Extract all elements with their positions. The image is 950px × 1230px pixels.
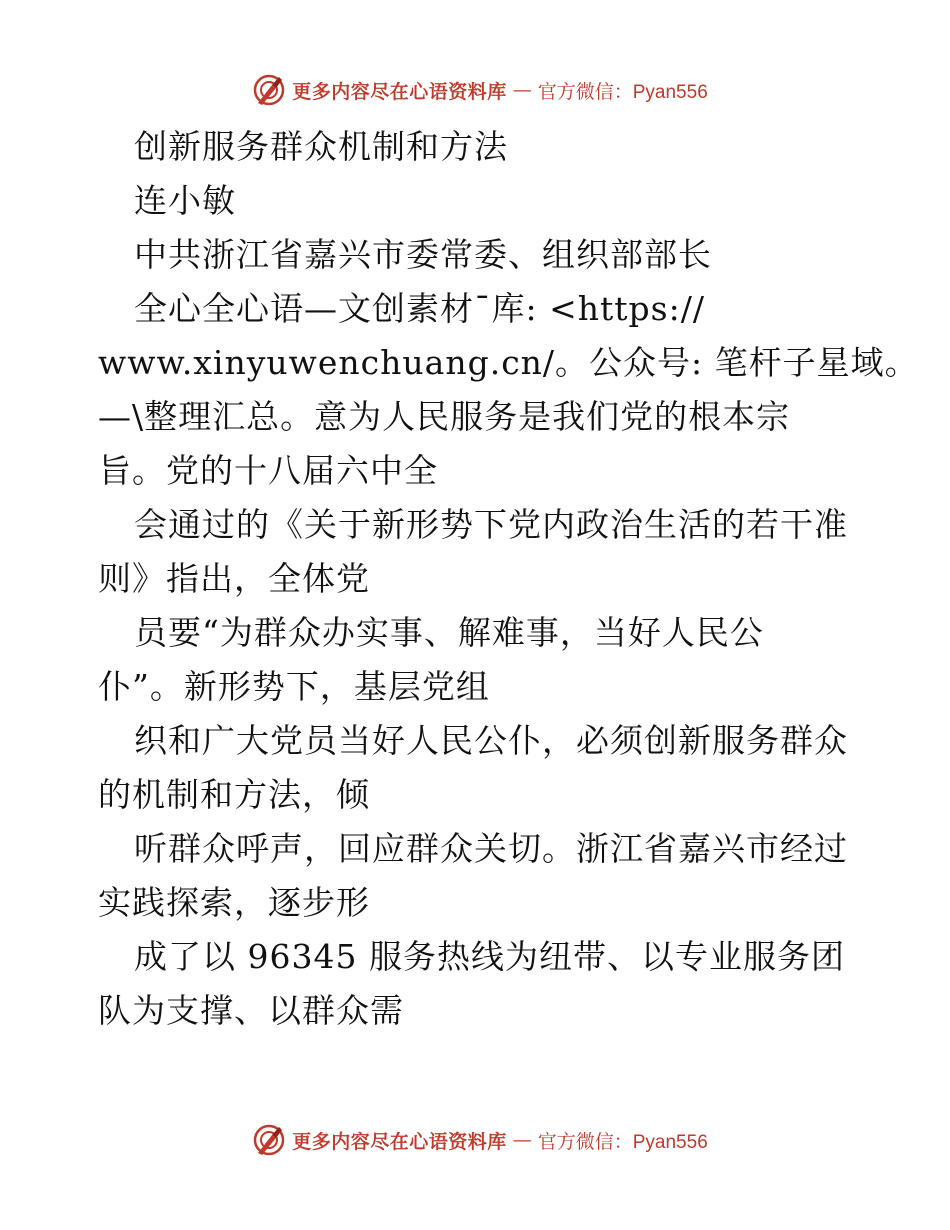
body-line: 旨。党的十八届六中全: [98, 451, 438, 490]
body-line: 仆”。新形势下，基层党组: [98, 667, 490, 706]
body-line: 员要“为群众办实事、解难事，当好人民公: [134, 613, 764, 652]
body-line: 成了以 96345 服务热线为纽带、以专业服务团: [134, 937, 845, 976]
banner-slogan: 更多内容尽在心语资料库: [292, 80, 507, 103]
body-line: 的机制和方法，倾: [98, 775, 370, 814]
body-line: 听群众呼声，回应群众关切。浙江省嘉兴市经过: [134, 829, 848, 868]
footer-banner: [0, 1120, 950, 1160]
document-title: 创新服务群众机制和方法: [134, 127, 508, 166]
author-title: 中共浙江省嘉兴市委常委、组织部部长: [134, 235, 712, 274]
body-line: 全心全心语—文创素材¯库: <https://: [134, 289, 705, 328]
body-line: 则》指出，全体党: [98, 559, 370, 598]
pen-logo-icon: [252, 1123, 286, 1157]
banner-wechat: 官方微信：Pyan556: [537, 81, 708, 103]
body-line: 队为支撑、以群众需: [98, 991, 404, 1030]
header-banner: [0, 70, 950, 110]
banner-slogan: 更多内容尽在心语资料库: [292, 1130, 507, 1153]
body-line: 织和广大党员当好人民公仆，必须创新服务群众: [134, 721, 848, 760]
author-name: 连小敏: [134, 181, 236, 220]
document-body: [98, 120, 919, 1038]
body-line: —\整理汇总。意为人民服务是我们党的根本宗: [98, 397, 791, 436]
body-line: www.xinyuwenchuang.cn/。公众号: 笔杆子星域。: [98, 343, 919, 382]
body-line: 会通过的《关于新形势下党内政治生活的若干准: [134, 505, 848, 544]
pen-logo-icon: [252, 73, 286, 107]
banner-separator: —: [512, 79, 532, 101]
banner-separator: —: [512, 1129, 532, 1151]
banner-wechat: 官方微信：Pyan556: [537, 1131, 708, 1153]
body-line: 实践探索，逐步形: [98, 883, 370, 922]
